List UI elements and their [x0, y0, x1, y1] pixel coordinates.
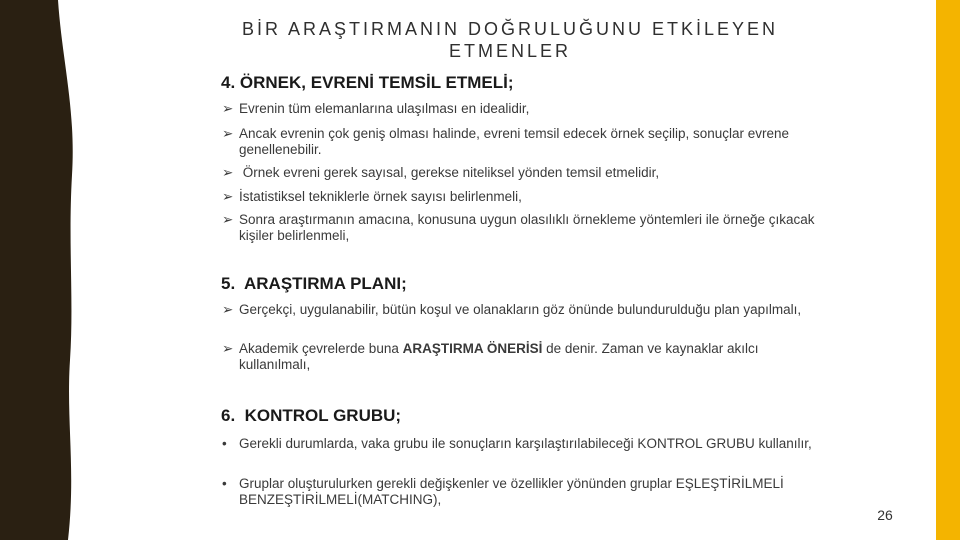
list-item: ➢ Gerçekçi, uygulanabilir, bütün koşul ve olanakların göz önünde bulundurulduğu plan yapılmalı, [222, 302, 802, 317]
section-4-heading: 4. ÖRNEK, EVRENİ TEMSİL ETMELİ; [221, 73, 514, 92]
page-number: 26 [877, 507, 893, 523]
list-item: ➢ Sonra araştırmanın amacına, konusuna uygun olasılıklı örnekleme yöntemleri ile örneğe çıkacak kişiler belirlenmeli, [222, 212, 815, 243]
list-item: • Gruplar oluşturulurken gerekli değişkenler ve özellikler yönünden gruplar EŞLEŞTİRİLMELİ BENZEŞTİRİLMELİ(MATCHING), [222, 476, 784, 507]
left-decorative-band [0, 0, 80, 540]
list-item: • Gerekli durumlarda, vaka grubu ile sonuçların karşılaştırılabileceği KONTROL GRUBU kullanılır, [222, 436, 812, 451]
arrow-bullet-icon: ➢ [222, 212, 234, 227]
arrow-bullet-icon: ➢ [222, 189, 234, 204]
arrow-bullet-icon: ➢ [222, 126, 234, 141]
list-item: ➢ Evrenin tüm elemanlarına ulaşılması en idealidir, [222, 101, 530, 116]
list-item: ➢ Ancak evrenin çok geniş olması halinde, evreni temsil edecek örnek seçilip, sonuçlar evrene genellenebilir. [222, 126, 790, 157]
list-item: ➢ Akademik çevrelerde buna ARAŞTIRMA ÖNERİSİ de denir. Zaman ve kaynaklar akılcı kullanılmalı, [222, 341, 759, 372]
list-item: ➢ İstatistiksel tekniklerle örnek sayısı belirlenmeli, [222, 189, 522, 204]
arrow-bullet-icon: ➢ [222, 341, 234, 356]
emphasis-text: ARAŞTIRMA ÖNERİSİ [402, 341, 543, 356]
slide-title: BİR ARAŞTIRMANIN DOĞRULUĞUNU ETKİLEYEN ETMENLER [241, 19, 779, 61]
section-5-heading: 5. ARAŞTIRMA PLANI; [221, 274, 407, 293]
right-accent-band [936, 0, 960, 540]
arrow-bullet-icon: ➢ [222, 302, 234, 317]
list-item: ➢ Örnek evreni gerek sayısal, gerekse niteliksel yönden temsil etmelidir, [222, 165, 660, 180]
dot-bullet-icon: • [222, 476, 227, 491]
dot-bullet-icon: • [222, 436, 227, 451]
arrow-bullet-icon: ➢ [222, 101, 234, 116]
arrow-bullet-icon: ➢ [222, 165, 234, 180]
section-6-heading: 6. KONTROL GRUBU; [221, 406, 402, 425]
